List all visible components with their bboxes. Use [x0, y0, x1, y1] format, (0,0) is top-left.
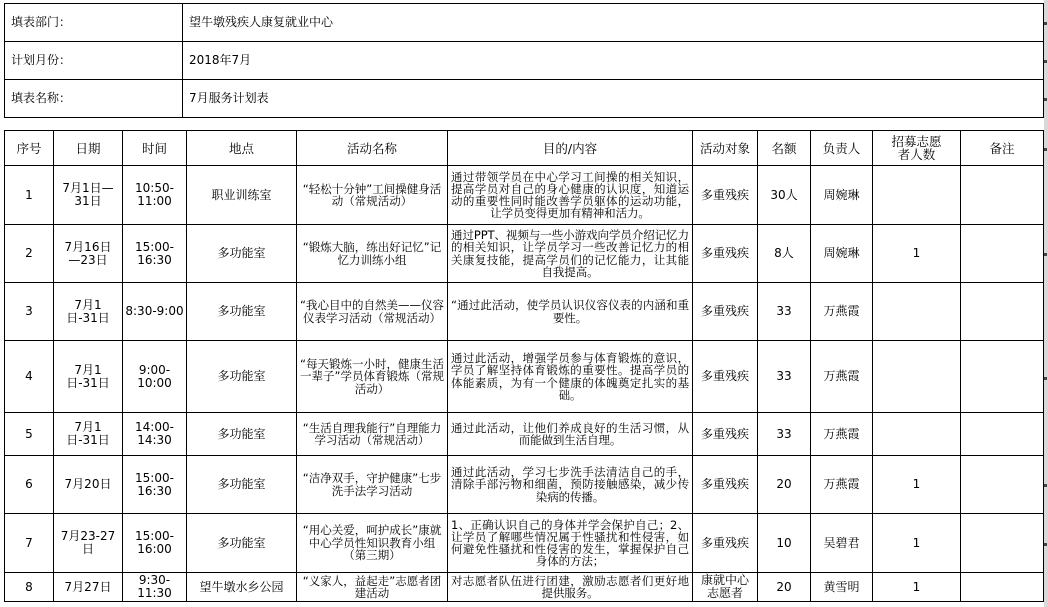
cell-seq [5, 573, 53, 601]
cell-note [961, 514, 1043, 572]
cell-note [961, 225, 1043, 282]
cell-target [693, 283, 757, 340]
cell-purpose [448, 166, 692, 224]
cell-leader-text: 万燕霞 [823, 426, 860, 441]
cell-date-text: 7月16日—23日 [64, 239, 112, 267]
cell-leader-text: 黄雪明 [823, 579, 860, 594]
cell-purpose [448, 225, 692, 282]
cell-date [54, 225, 122, 282]
cell-volunteers [873, 514, 960, 572]
cell-place-text: 多功能室 [217, 304, 266, 318]
cell-leader-text: 吴碧君 [823, 535, 860, 550]
header-activity-text: 活动名称 [346, 140, 397, 156]
cell-quota-text: 8人 [774, 246, 794, 260]
cell-volunteers [873, 166, 960, 224]
cell-target [693, 413, 757, 455]
cell-place-text: 多功能室 [217, 426, 266, 441]
cell-target [693, 166, 757, 224]
cell-activity-text: “轻松十分钟”工间操健身活动（常规活动） [302, 181, 442, 208]
cell-quota-text: 33 [776, 426, 792, 441]
cell-time-text: 10:50-11:00 [135, 181, 174, 208]
info-label-text: 计划月份： [11, 53, 72, 67]
cell-time [123, 341, 186, 412]
cell-place [187, 514, 296, 572]
cell-seq-text: 7 [25, 535, 33, 550]
cell-date-text: 7月1日-31日 [66, 297, 110, 325]
cell-activity [297, 283, 447, 340]
cell-quota [758, 456, 810, 513]
cell-target-text: 多重残疾 [700, 246, 749, 260]
header-note [961, 131, 1043, 165]
header-place-text: 地点 [228, 140, 254, 156]
cell-note [961, 166, 1043, 224]
cell-leader [811, 341, 872, 412]
cell-quota-text: 33 [776, 304, 792, 318]
header-leader [811, 131, 872, 165]
cell-time-text: 14:00-14:30 [135, 420, 174, 447]
cell-quota [758, 573, 810, 601]
info-label [5, 80, 182, 117]
cell-activity [297, 413, 447, 455]
cell-time-text: 15:00-16:00 [135, 529, 174, 556]
cell-quota-text: 10 [776, 535, 792, 550]
cell-time [123, 514, 186, 572]
header-purpose-text: 目的/内容 [542, 140, 598, 156]
cell-seq [5, 413, 53, 455]
cell-purpose [448, 341, 692, 412]
cell-volunteers [873, 341, 960, 412]
header-leader-text: 负责人 [822, 140, 861, 156]
cell-seq-text: 8 [25, 579, 33, 594]
cell-activity [297, 225, 447, 282]
cell-time [123, 166, 186, 224]
cell-target-text: 多重残疾 [700, 535, 749, 550]
cell-date [54, 456, 122, 513]
cell-volunteers-text: 1 [912, 246, 921, 260]
cell-seq-text: 4 [25, 369, 33, 383]
cell-target-text: 多重残疾 [700, 369, 749, 383]
cell-time-text: 15:00-16:30 [135, 239, 174, 267]
cell-leader [811, 514, 872, 572]
cell-activity-text: “用心关爱，呵护成长”康就中心学员性知识教育小组（第三期） [302, 523, 442, 563]
cell-activity [297, 514, 447, 572]
edge-marker [1044, 98, 1047, 101]
cell-purpose-text: 1、正确认识自己的身体并学会保护自己；2、让学员了解哪些情况属于性骚扰和性侵害，如何避免性骚扰和性侵害的发生，掌握保护自己身体的方法； [451, 517, 689, 569]
cell-quota-text: 30人 [770, 187, 798, 202]
cell-seq-text: 6 [25, 477, 33, 491]
cell-place [187, 413, 296, 455]
cell-target [693, 573, 757, 601]
cell-place [187, 573, 296, 601]
info-label-text: 填表名称： [11, 91, 72, 105]
cell-date-text: 7月1日-31日 [66, 420, 110, 447]
cell-time [123, 225, 186, 282]
cell-activity-text: “我心目中的自然美——仪容仪表学习活动（常规活动） [300, 298, 444, 325]
header-purpose [448, 131, 692, 165]
cell-time [123, 283, 186, 340]
cell-seq [5, 456, 53, 513]
cell-time [123, 573, 186, 601]
header-note-text: 备注 [989, 140, 1015, 156]
cell-quota [758, 225, 810, 282]
cell-note [961, 341, 1043, 412]
cell-purpose-text: 对志愿者队伍进行团建，激励志愿者们更好地提供服务。 [451, 573, 689, 600]
cell-target [693, 225, 757, 282]
cell-volunteers-text: 1 [912, 579, 921, 594]
cell-time [123, 413, 186, 455]
info-value [183, 4, 1043, 41]
cell-seq [5, 225, 53, 282]
header-volunteers [873, 131, 960, 165]
cell-note [961, 573, 1043, 601]
cell-purpose-text: “通过此活动，使学员认识仪容仪表的内涵和重要性。 [451, 298, 689, 325]
cell-place [187, 166, 296, 224]
cell-date-text: 7月20日 [64, 477, 112, 491]
header-quota [758, 131, 810, 165]
cell-purpose-text: 通过此活动，学习七步洗手法清洁自己的手，清除手部污物和细菌，预防接触感染，减少传染病的传播。 [451, 465, 689, 504]
cell-seq-text: 2 [25, 246, 33, 260]
cell-activity-text: “义家人，益起走”志愿者团建活动 [302, 573, 442, 600]
cell-date-text: 7月1日—31日 [62, 181, 114, 208]
cell-target-text: 康就中心志愿者 [700, 573, 749, 600]
cell-volunteers-text: 1 [912, 535, 921, 550]
cell-purpose-text: 通过PPT、视频与一些小游戏向学员介绍记忆力的相关知识，让学员学习一些改善记忆力的相关康复技能，提高学员们的记忆能力，让其能自我提高。 [451, 228, 689, 279]
cell-leader [811, 573, 872, 601]
cell-leader [811, 413, 872, 455]
cell-place [187, 341, 296, 412]
cell-date [54, 573, 122, 601]
cell-seq-text: 3 [25, 304, 33, 318]
cell-place-text: 多功能室 [217, 477, 266, 491]
cell-leader-text: 万燕霞 [823, 369, 860, 383]
header-seq [5, 131, 53, 165]
cell-activity-text: “生活自理我能行”自理能力学习活动（常规活动） [302, 420, 442, 447]
cell-time-text: 15:00-16:30 [135, 470, 174, 498]
cell-target [693, 456, 757, 513]
header-time [123, 131, 186, 165]
cell-quota-text: 20 [776, 579, 792, 594]
cell-volunteers [873, 283, 960, 340]
info-value-text: 望牛墩残疾人康复就业中心 [189, 15, 334, 29]
cell-leader [811, 225, 872, 282]
cell-activity [297, 573, 447, 601]
cell-quota [758, 413, 810, 455]
cell-quota [758, 514, 810, 572]
header-date [54, 131, 122, 165]
cell-activity-text: “洁净双手，守护健康”七步洗手法学习活动 [302, 471, 442, 498]
info-label [5, 42, 182, 79]
edge-marker [1044, 377, 1047, 380]
cell-seq [5, 166, 53, 224]
cell-target-text: 多重残疾 [700, 426, 749, 441]
cell-target-text: 多重残疾 [700, 304, 749, 318]
edge-marker [1044, 22, 1047, 25]
header-target [693, 131, 757, 165]
cell-activity [297, 166, 447, 224]
cell-leader-text: 万燕霞 [823, 477, 860, 491]
cell-seq-text: 5 [25, 426, 33, 441]
cell-note [961, 283, 1043, 340]
cell-target [693, 514, 757, 572]
table-hline [4, 601, 1044, 602]
cell-place-text: 望牛墩水乡公园 [199, 579, 284, 594]
cell-quota [758, 166, 810, 224]
cell-purpose [448, 456, 692, 513]
cell-leader [811, 456, 872, 513]
cell-activity [297, 456, 447, 513]
cell-quota [758, 341, 810, 412]
cell-place [187, 456, 296, 513]
cell-date-text: 7月27日 [64, 579, 112, 594]
cell-date-text: 7月1日-31日 [66, 362, 110, 390]
cell-note [961, 456, 1043, 513]
header-date-text: 日期 [75, 140, 101, 156]
cell-activity [297, 341, 447, 412]
cell-time-text: 9:30-11:30 [137, 573, 172, 600]
cell-activity-text: “锻炼大脑，练出好记忆”记忆力训练小组 [302, 240, 442, 267]
info-value-text: 2018年7月 [189, 53, 252, 67]
cell-place-text: 职业训练室 [211, 187, 272, 202]
cell-target-text: 多重残疾 [700, 187, 749, 202]
cell-place [187, 225, 296, 282]
cell-date-text: 7月23-27日 [60, 529, 116, 556]
cell-target [693, 341, 757, 412]
header-target-text: 活动对象 [699, 140, 750, 156]
cell-purpose [448, 514, 692, 572]
cell-place [187, 283, 296, 340]
cell-seq [5, 514, 53, 572]
cell-quota-text: 33 [776, 369, 792, 383]
cell-quota-text: 20 [776, 477, 792, 491]
cell-date [54, 283, 122, 340]
info-value [183, 42, 1043, 79]
cell-purpose-text: 通过此活动，让他们养成良好的生活习惯，从而能做到生活自理。 [451, 420, 689, 447]
header-place [187, 131, 296, 165]
cell-date [54, 514, 122, 572]
cell-place-text: 多功能室 [217, 246, 266, 260]
cell-purpose-text: 通过带领学员在中心学习工间操的相关知识，提高学员对自己的身心健康的认识度，知道运动的重要性同时能改善学员躯体的运动功能，让学员变得更加有精神和活力。 [451, 169, 689, 221]
cell-place-text: 多功能室 [217, 369, 266, 383]
edge-marker [1044, 148, 1047, 151]
info-value [183, 80, 1043, 117]
header-time-text: 时间 [141, 140, 167, 156]
cell-volunteers [873, 413, 960, 455]
cell-note [961, 413, 1043, 455]
cell-seq [5, 283, 53, 340]
info-hline [4, 117, 1044, 118]
cell-date [54, 341, 122, 412]
cell-purpose-text: 通过此活动，增强学员参与体育锻炼的意识，学员了解坚持体育锻炼的重要性。提高学员的体能素质，为有一个健康的体魄奠定扎实的基础。 [451, 351, 689, 402]
cell-leader [811, 166, 872, 224]
cell-leader-text: 万燕霞 [823, 304, 860, 318]
cell-time [123, 456, 186, 513]
cell-place-text: 多功能室 [217, 535, 266, 550]
cell-time-text: 8:30-9:00 [125, 304, 184, 318]
cell-date [54, 413, 122, 455]
edge-marker [1044, 484, 1047, 487]
cell-volunteers [873, 573, 960, 601]
cell-leader-text: 周婉琳 [823, 246, 860, 260]
edge-marker [1044, 543, 1047, 546]
cell-volunteers [873, 456, 960, 513]
header-quota-text: 名额 [771, 140, 797, 156]
cell-date [54, 166, 122, 224]
edge-strip [1044, 0, 1048, 607]
cell-target-text: 多重残疾 [700, 477, 749, 491]
cell-seq-text: 1 [25, 187, 33, 202]
cell-purpose [448, 283, 692, 340]
header-volunteers-text: 招募志愿者人数 [891, 134, 942, 162]
cell-activity-text: “每天锻炼一小时，健康生活一辈子”学员体育锻炼（常规活动） [300, 356, 444, 396]
header-seq-text: 序号 [16, 140, 42, 156]
cell-quota [758, 283, 810, 340]
cell-volunteers-text: 1 [912, 477, 921, 491]
info-label-text: 填表部门： [11, 15, 72, 29]
cell-time-text: 9:00-10:00 [137, 362, 172, 390]
cell-volunteers [873, 225, 960, 282]
info-value-text: 7月服务计划表 [189, 91, 269, 105]
cell-seq [5, 341, 53, 412]
edge-marker [1044, 253, 1047, 256]
info-label [5, 4, 182, 41]
cell-leader [811, 283, 872, 340]
edge-marker [1044, 60, 1047, 63]
cell-purpose [448, 413, 692, 455]
header-activity [297, 131, 447, 165]
cell-purpose [448, 573, 692, 601]
cell-leader-text: 周婉琳 [823, 187, 860, 202]
